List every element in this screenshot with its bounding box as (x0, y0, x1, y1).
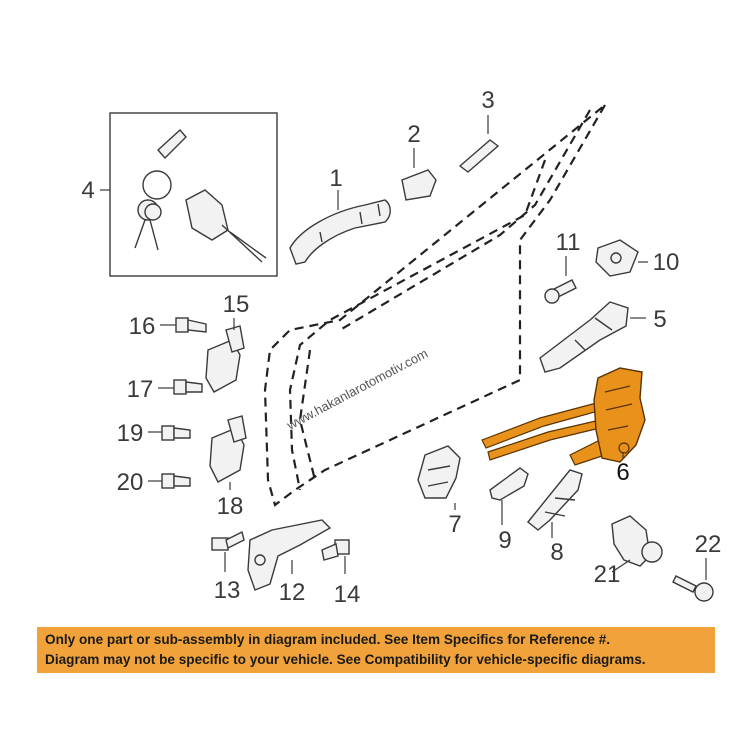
bolt-20 (162, 474, 190, 488)
callout-10: 10 (652, 249, 680, 276)
striker-bolt (545, 280, 576, 303)
bolt-16 (176, 318, 206, 332)
callout-18: 18 (216, 493, 244, 520)
door-switch (612, 516, 662, 566)
callout-15: 15 (222, 291, 250, 318)
callout-1: 1 (329, 165, 343, 192)
door-striker (596, 240, 638, 276)
disclaimer-banner (37, 627, 715, 673)
callout-6: 6 (616, 459, 630, 486)
disclaimer-line-1: Only one part or sub-assembly in diagram included. See Item Specifics for Reference #. (45, 632, 611, 647)
lower-hinge (210, 416, 246, 482)
callout-3: 3 (481, 87, 495, 114)
lock-bracket (418, 446, 460, 498)
callout-5: 5 (653, 306, 667, 333)
callout-12: 12 (278, 579, 306, 606)
callout-8: 8 (550, 539, 564, 566)
callout-19: 19 (116, 420, 144, 447)
rod-bracket (490, 468, 528, 500)
callout-21: 21 (593, 561, 621, 588)
callout-13: 13 (213, 577, 241, 604)
key-cylinder-kit (110, 113, 277, 276)
callout-4: 4 (81, 177, 95, 204)
bolt-19 (162, 426, 190, 440)
callout-22: 22 (694, 531, 722, 558)
callout-11: 11 (555, 229, 581, 256)
inside-handle (540, 302, 628, 372)
bolt-13 (212, 532, 244, 550)
door-outline (265, 105, 605, 505)
callout-2: 2 (407, 121, 421, 148)
bolt-17 (174, 380, 202, 394)
callout-20: 20 (116, 469, 144, 496)
callout-7: 7 (448, 511, 462, 538)
callout-14: 14 (333, 581, 361, 608)
disclaimer-line-2: Diagram may not be specific to your vehicle. See Compatibility for vehicle-specific diagrams. (45, 652, 646, 667)
outside-handle (290, 200, 390, 264)
callout-16: 16 (128, 313, 156, 340)
upper-hinge (206, 326, 244, 392)
cable-guide (528, 470, 582, 530)
handle-seal (460, 140, 498, 172)
callout-17: 17 (126, 376, 154, 403)
handle-cap (402, 170, 436, 200)
screw-22 (673, 576, 713, 601)
watermark: www.hakanlarotomotiv.com (284, 345, 431, 433)
door-lock-actuator (482, 368, 645, 465)
callout-9: 9 (498, 527, 512, 554)
